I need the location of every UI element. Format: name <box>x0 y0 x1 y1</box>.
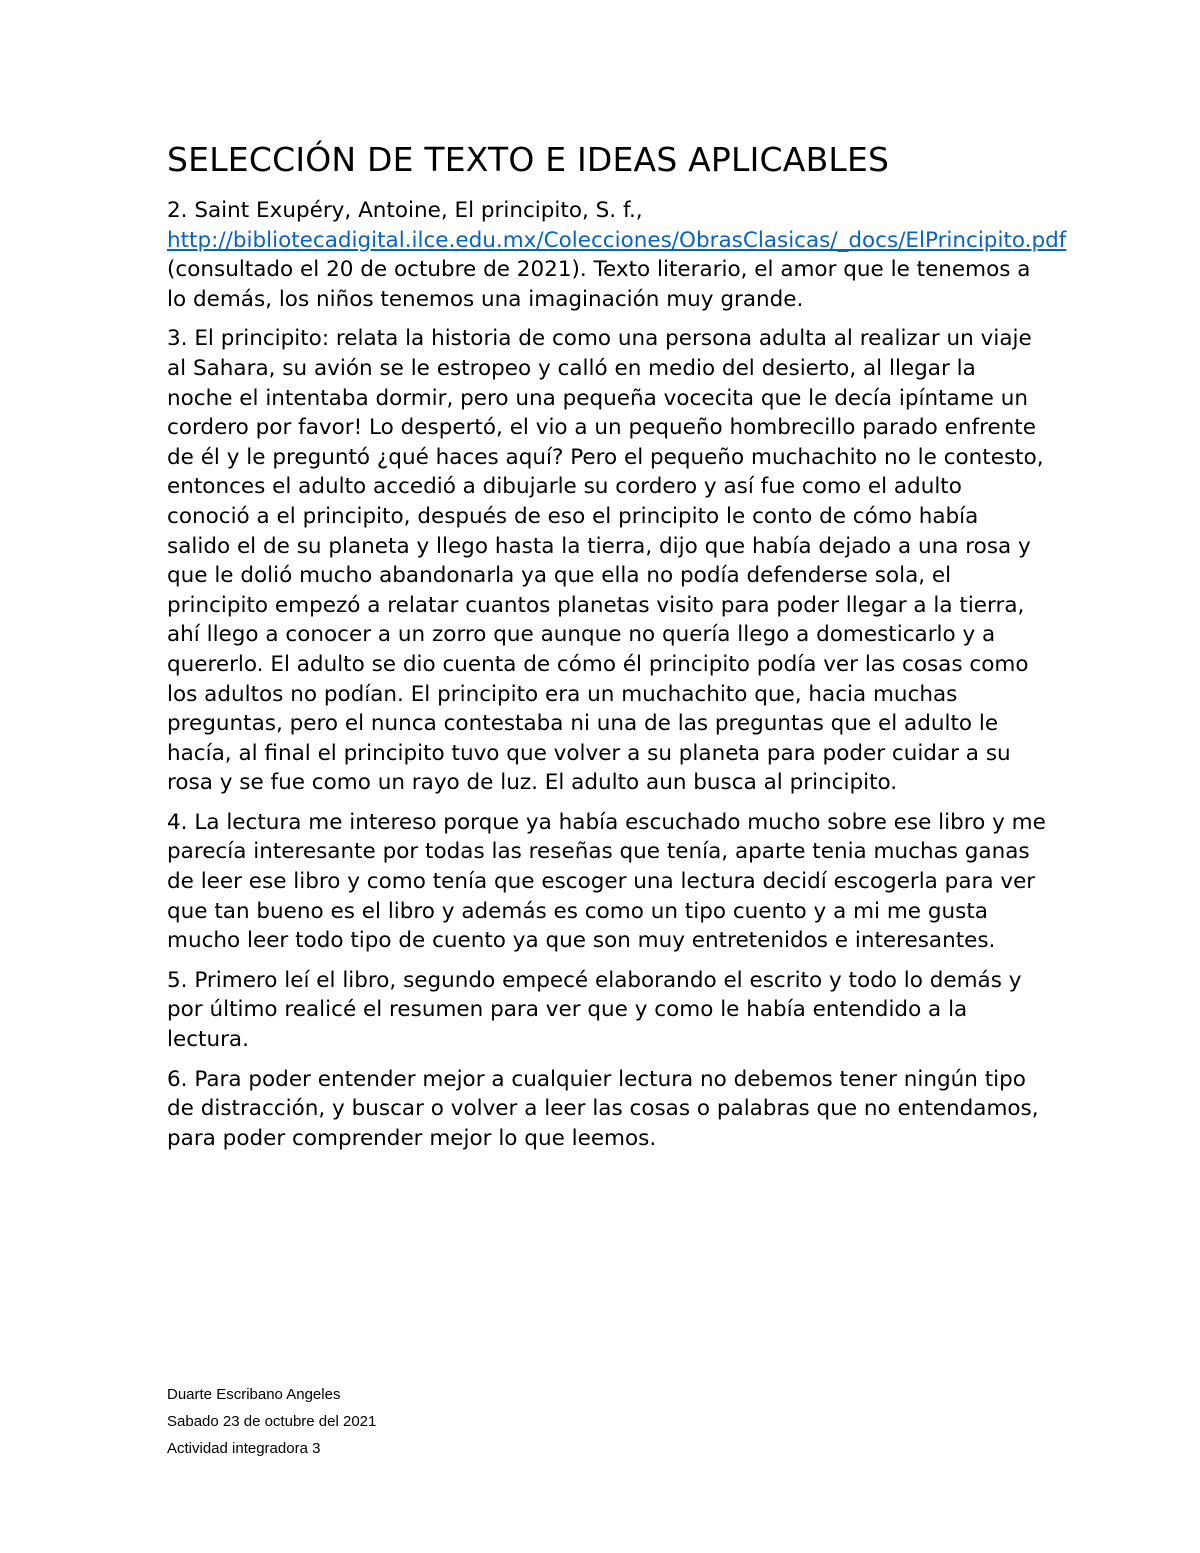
citation-text: 2. Saint Exupéry, Antoine, El principito, S. f., <box>167 198 643 223</box>
paragraph-4: 4. La lectura me intereso porque ya había escuchado mucho sobre ese libro y me parecía interesante por todas las reseñas que tenía, aparte tenia muchas ganas de leer ese libro y como tenía que escoger una lectura decidí escogerla para ver que tan bueno es el libro y además es como un tipo cuento y a mi me gusta mucho leer todo tipo de cuento ya que son muy entretenidos e interesantes. <box>167 809 1046 954</box>
footer-date: Sabado 23 de octubre del 2021 <box>167 1413 377 1430</box>
paragraph-6: 6. Para poder entender mejor a cualquier lectura no debemos tener ningún tipo de distracción, y buscar o volver a leer las cosas o palabras que no entendamos, para poder comprender mejor lo que leemos. <box>167 1066 1039 1151</box>
footer <box>167 1381 376 1462</box>
paragraph-5: 5. Primero leí el libro, segundo empecé elaborando el escrito y todo lo demás y por último realicé el resumen para ver que y como le había entendido a la lectura. <box>167 967 1022 1053</box>
page-title: SELECCIÓN DE TEXTO E IDEAS APLICABLES <box>167 140 890 179</box>
paragraph-2 <box>167 196 1067 314</box>
footer-author: Duarte Escribano Angeles <box>167 1386 341 1403</box>
source-link[interactable]: http://bibliotecadigital.ilce.edu.mx/Colecciones/ObrasClasicas/_docs/ElPrincipito.pdf <box>167 227 1067 253</box>
document-body <box>167 138 1067 1163</box>
paragraph-3: 3. El principito: relata la historia de como una persona adulta al realizar un viaje al Sahara, su avión se le estropeo y calló en medio del desierto, al llegar la noche el intentaba dormir, pero una pequeña vocecita que le decía ipíntame un cordero por favor! Lo despertó, el vio a un pequeño hombrecillo parado enfrente de él y le preguntó ¿qué haces aquí? Pero el pequeño muchachito no le contesto, entonces el adulto accedió a dibujarle su cordero y así fue como el adulto conoció a el principito, después de eso el principito le conto de cómo había salido el de su planeta y llego hasta la tierra, dijo que había dejado a una rosa y que le dolió mucho abandonarla ya que ella no podía defenderse sola, el principito empezó a relatar cuantos planetas visito para poder llegar a la tierra, ahí llego a conocer a un zorro que aunque no quería llego a domesticarlo y a quererlo. El adulto se dio cuenta de cómo él principito podía ver las cosas como los adultos no podían. El principito era un muchachito que, hacia muchas preguntas, pero el nunca contestaba ni una de las preguntas que el adulto le hacía, al final el principito tuvo que volver a su planeta para poder cuidar a su rosa y se fue como un rayo de luz. El adulto aun busca al principito. <box>167 326 1044 796</box>
footer-activity: Actividad integradora 3 <box>167 1440 321 1457</box>
paragraph-2-text: (consultado el 20 de octubre de 2021). Texto literario, el amor que le tenemos a lo demás, los niños tenemos una imaginación muy grande. <box>167 257 1031 312</box>
